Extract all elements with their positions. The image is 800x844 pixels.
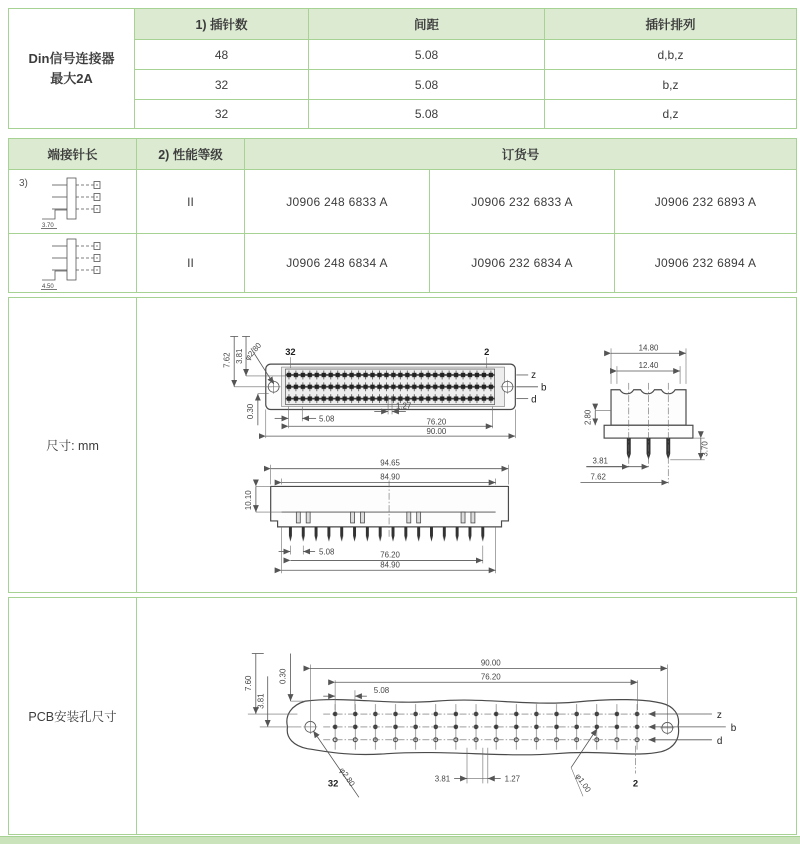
pin-length-diagram-cell (9, 169, 136, 233)
dim-7-60: 7.60 (243, 675, 253, 691)
order-number: J0906 248 6833 A (244, 169, 429, 233)
dim-76-20: 76.20 (379, 550, 400, 560)
arrangement-value: d,b,z (544, 39, 796, 69)
product-rating: 最大2A (50, 70, 93, 86)
pcb-section (8, 597, 797, 835)
performance-value: II (136, 169, 244, 233)
dim-5-08: 5.08 (318, 547, 334, 557)
dim-0-30: 0.30 (245, 403, 255, 420)
order-number: J0906 232 6834 A (429, 233, 614, 292)
pitch-value: 5.08 (308, 99, 544, 128)
header-pin-count: 1) 插针数 (134, 9, 308, 39)
dim-1-27: 1.27 (504, 774, 520, 784)
dim-14-80: 14.80 (638, 343, 658, 353)
dim-10-10: 10.10 (243, 490, 253, 511)
dim-7-62: 7.62 (221, 352, 231, 368)
dim-3-81: 3.81 (234, 348, 244, 364)
order-number-table (8, 138, 797, 293)
pin-number-2: 2 (632, 777, 638, 789)
pcb-label: PCB安装孔尺寸 (28, 710, 117, 724)
pin-count-value: 32 (134, 69, 308, 99)
dim-1-27: 1.27 (395, 401, 411, 411)
order-number: J0906 248 6834 A (244, 233, 429, 292)
row-label-z: z (530, 369, 536, 381)
pitch-value: 5.08 (308, 39, 544, 69)
dim-pin-hole-dia: φ1.00 (572, 771, 593, 794)
dim-3-81-bottom: 3.81 (434, 774, 450, 784)
dim-76-20: 76.20 (426, 417, 446, 427)
order-number: J0906 232 6894 A (614, 233, 796, 292)
connector-dimension-drawing (138, 299, 796, 591)
arrangement-value: d,z (544, 99, 796, 128)
dim-12-40: 12.40 (638, 361, 658, 371)
order-number: J0906 232 6893 A (614, 169, 796, 233)
product-title (9, 9, 134, 128)
order-number: J0906 232 6833 A (429, 169, 614, 233)
product-name: Din信号连接器 (28, 51, 115, 66)
dim-mount-hole-dia: φ2.80 (337, 766, 357, 789)
header-order-number: 订货号 (244, 139, 796, 169)
row-label-d: d (716, 735, 722, 747)
pin-length-dim: 4.50 (41, 284, 54, 290)
pin-profile-icon (34, 234, 112, 292)
pcb-drawing-cell (136, 598, 796, 834)
footnote-marker: 3) (19, 178, 28, 189)
pcb-hole-drawing (138, 599, 796, 833)
arrangement-value: b,z (544, 69, 796, 99)
pitch-value: 5.08 (308, 69, 544, 99)
row-label-b: b (540, 382, 546, 394)
dim-84-90-top: 84.90 (379, 472, 400, 482)
row-label-d: d (530, 394, 537, 406)
dim-2-80: 2.80 (582, 409, 592, 426)
row-label-b: b (730, 722, 736, 734)
dim-90-00: 90.00 (480, 658, 501, 668)
dimensions-label: 尺寸: mm (46, 439, 99, 453)
dim-7-62: 7.62 (590, 472, 606, 482)
dim-5-08: 5.08 (373, 686, 389, 696)
dimensions-drawing-cell (136, 298, 796, 592)
dimensions-section (8, 297, 797, 593)
dim-0-30: 0.30 (278, 668, 288, 685)
dim-5-08: 5.08 (318, 414, 334, 424)
dim-hole-dia: φ2.80 (242, 340, 263, 363)
dim-3-81-left: 3.81 (256, 693, 266, 709)
pin-length-dim: 3.70 (41, 222, 54, 229)
pin-number-32: 32 (327, 777, 338, 789)
header-pitch: 间距 (308, 9, 544, 39)
header-arrangement: 插针排列 (544, 9, 796, 39)
dim-90-00: 90.00 (426, 427, 446, 437)
front-view-drawing (222, 336, 547, 438)
dim-76-20: 76.20 (480, 672, 501, 682)
pin-profile-icon (34, 173, 112, 231)
pin-number-2: 2 (483, 347, 489, 358)
pin-number-32: 32 (284, 347, 296, 358)
header-performance: 2) 性能等级 (136, 139, 244, 169)
dim-84-90-bottom: 84.90 (379, 560, 400, 570)
dim-3-70: 3.70 (700, 441, 710, 457)
rear-view-drawing (243, 459, 507, 574)
pin-length-diagram-cell (9, 233, 136, 292)
header-pin-length: 端接针长 (9, 139, 136, 169)
performance-value: II (136, 233, 244, 292)
row-label-z: z (716, 709, 722, 721)
pin-count-value: 32 (134, 99, 308, 128)
pin-count-table (8, 8, 797, 129)
dim-94-65: 94.65 (379, 458, 400, 468)
pin-count-value: 48 (134, 39, 308, 69)
dim-3-81: 3.81 (592, 456, 608, 466)
side-view-drawing (580, 343, 709, 483)
footer-accent-bar (0, 836, 800, 844)
